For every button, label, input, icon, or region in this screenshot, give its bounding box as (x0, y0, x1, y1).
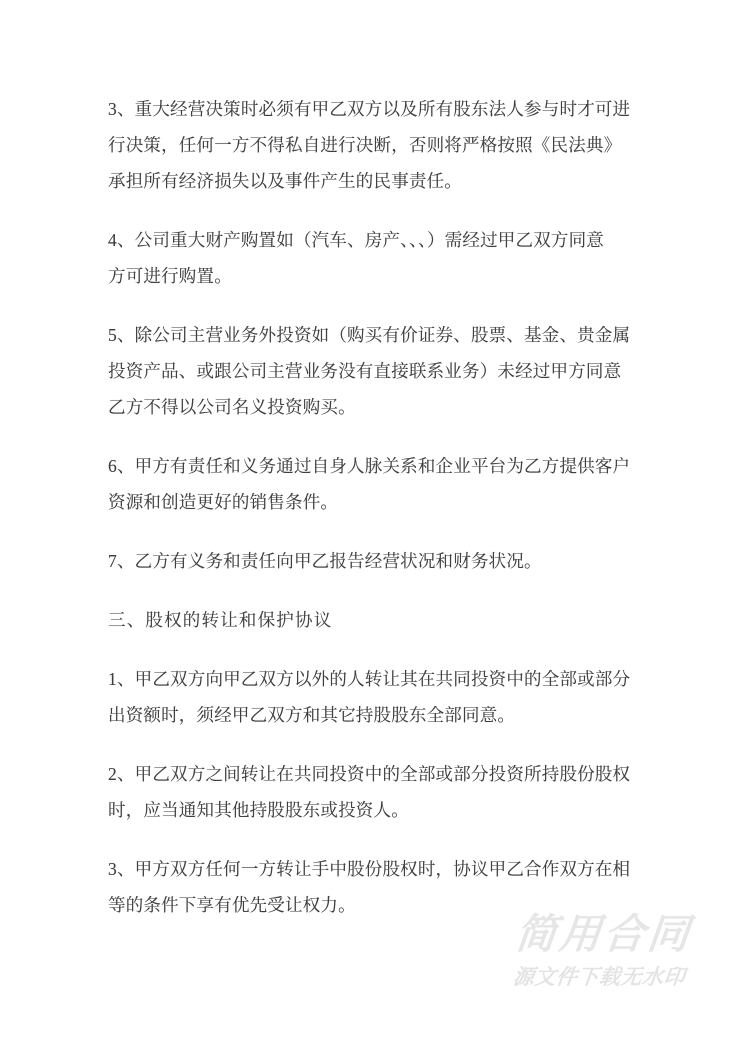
text-line: 投资产品、或跟公司主营业务没有直接联系业务）未经过甲方同意 (108, 361, 622, 381)
text-line: 方可进行购置。 (108, 266, 232, 286)
text-line: 7、乙方有义务和责任向甲乙报告经营状况和财务状况。 (108, 551, 542, 571)
text-line: 三、股权的转让和保护协议 (108, 610, 333, 630)
text-line: 3、甲方双方任何一方转让手中股份股权时，协议甲乙合作双方在相 (108, 859, 631, 879)
text-line: 行决策，任何一方不得私自进行决断，否则将严格按照《民法典》 (108, 135, 622, 155)
contract-clause (108, 543, 638, 579)
watermark (510, 912, 694, 988)
contract-clause (108, 756, 638, 828)
contract-clause (108, 317, 638, 425)
contract-clause (108, 448, 638, 520)
watermark-logo: 简用合同 (513, 911, 695, 957)
text-line: 3、重大经营决策时必须有甲乙双方以及所有股东法人参与时才可进 (108, 99, 631, 119)
text-line: 乙方不得以公司名义投资购买。 (108, 397, 356, 417)
text-line: 等的条件下享有优先受让权力。 (108, 895, 356, 915)
contract-clause (108, 222, 638, 294)
text-line: 时，应当通知其他持股股东或投资人。 (108, 800, 409, 820)
contract-clause (108, 661, 638, 733)
text-line: 1、甲乙双方向甲乙双方以外的人转让其在共同投资中的全部或部分 (108, 669, 631, 689)
text-line: 4、公司重大财产购置如（汽车、房产、、、）需经过甲乙双方同意 (108, 230, 604, 250)
text-line: 出资额时，须经甲乙双方和其它持股股东全部同意。 (108, 705, 516, 725)
text-line: 5、除公司主营业务外投资如（购买有价证券、股票、基金、贵金属 (108, 325, 631, 345)
watermark-subtitle: 源文件下载无水印 (511, 966, 687, 990)
contract-text (108, 91, 638, 946)
text-line: 资源和创造更好的销售条件。 (108, 492, 339, 512)
section-heading (108, 602, 638, 638)
contract-clause (108, 91, 638, 199)
text-line: 2、甲乙双方之间转让在共同投资中的全部或部分投资所持股份股权 (108, 764, 631, 784)
text-line: 承担所有经济损失以及事件产生的民事责任。 (108, 171, 462, 191)
text-line: 6、甲方有责任和义务通过自身人脉关系和企业平台为乙方提供客户 (108, 456, 631, 476)
